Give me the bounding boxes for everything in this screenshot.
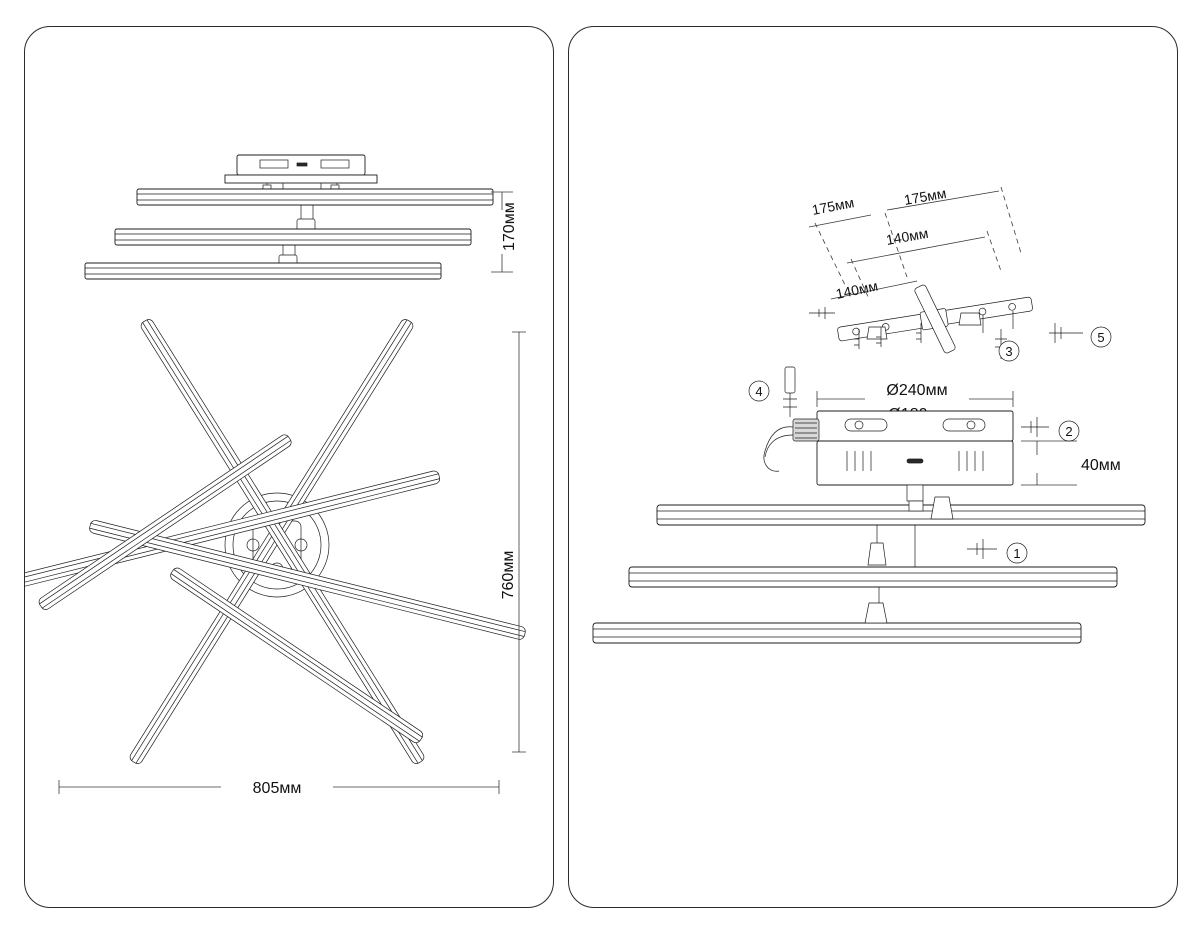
screw-item-1	[967, 539, 997, 559]
dimension-140-right: 140мм	[884, 224, 930, 248]
dimension-depth-label: 760мм	[500, 550, 517, 600]
left-panel-drawing	[25, 27, 553, 907]
dimension-width	[59, 775, 499, 797]
wire-terminal-assembly	[764, 367, 819, 471]
dimension-175-left: 175мм	[810, 194, 856, 218]
mounting-bracket-assembly	[809, 185, 1111, 361]
right-panel-drawing	[569, 27, 1177, 907]
callout-3-label: 3	[1005, 344, 1013, 359]
bar-assembly	[593, 497, 1145, 643]
right-panel	[568, 26, 1178, 908]
base-housing	[749, 367, 1121, 501]
dimension-240-label: Ø240мм	[886, 382, 948, 399]
dimension-height	[491, 192, 518, 272]
callout-5-label: 5	[1097, 330, 1105, 345]
left-panel	[24, 26, 554, 908]
dimension-175-right: 175мм	[902, 184, 948, 208]
dimension-width-label: 805мм	[252, 780, 302, 797]
dimension-40-label: 40мм	[1081, 457, 1121, 474]
dimension-depth	[500, 332, 526, 752]
callout-2-label: 2	[1065, 424, 1073, 439]
callout-4-label: 4	[755, 384, 763, 399]
dimension-height-label: 170мм	[501, 202, 518, 251]
dimension-140-left: 140мм	[834, 277, 880, 302]
callout-1-label: 1	[1013, 546, 1021, 561]
screw-item-2	[1021, 417, 1049, 437]
top-view	[25, 318, 526, 766]
side-view	[85, 155, 493, 279]
screw-item-5	[1049, 323, 1083, 343]
